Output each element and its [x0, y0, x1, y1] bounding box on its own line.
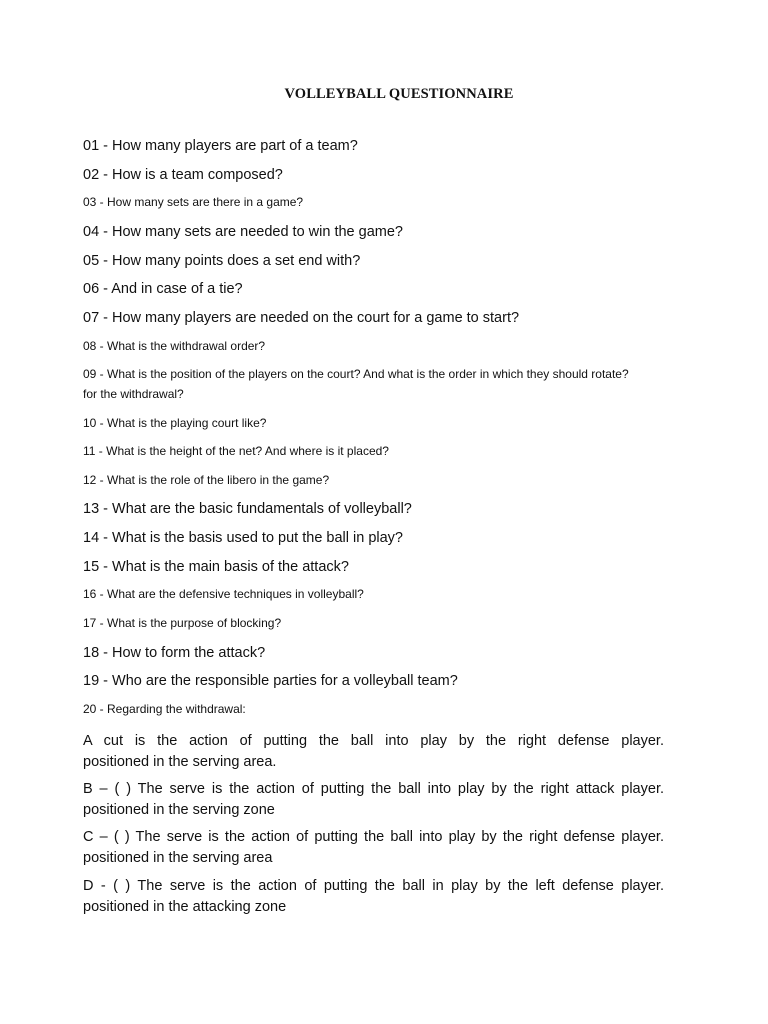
question-07: 07 - How many players are needed on the court for a game to start? [83, 310, 520, 326]
answer-option-c [83, 827, 664, 868]
question-15: 15 - What is the main basis of the attack? [83, 559, 349, 575]
answer-option-a [83, 731, 664, 772]
answer-option-a-line2: positioned in the serving area. [83, 753, 277, 770]
question-10: 10 - What is the playing court like? [83, 416, 267, 430]
question-06: 06 - And in case of a tie? [83, 281, 243, 297]
question-20: 20 - Regarding the withdrawal: [83, 702, 246, 716]
question-18: 18 - How to form the attack? [83, 645, 266, 661]
question-08: 08 - What is the withdrawal order? [83, 339, 266, 353]
question-01: 01 - How many players are part of a team? [83, 138, 358, 154]
question-16: 16 - What are the defensive techniques in volleyball? [83, 587, 364, 601]
answer-option-c-line1: C – ( ) The serve is the action of putting the ball into play by the right defense player. [83, 829, 664, 845]
answer-option-c-line2: positioned in the serving area [83, 849, 273, 866]
question-17: 17 - What is the purpose of blocking? [83, 616, 282, 630]
answer-option-d-line2: positioned in the attacking zone [83, 898, 287, 915]
question-04: 04 - How many sets are needed to win the game? [83, 224, 403, 240]
answer-option-a-line1: A cut is the action of putting the ball into play by the right defense player. [83, 733, 664, 749]
answer-option-b [83, 779, 664, 820]
answer-option-b-line1: B – ( ) The serve is the action of putting the ball into play by the right attack player. [83, 781, 664, 797]
question-14: 14 - What is the basis used to put the ball in play? [83, 530, 403, 546]
answer-option-b-line2: positioned in the serving zone [83, 801, 275, 818]
question-02: 02 - How is a team composed? [83, 167, 283, 183]
page-title: VOLLEYBALL QUESTIONNAIRE [284, 86, 514, 102]
question-12: 12 - What is the role of the libero in the game? [83, 473, 330, 487]
question-09: 09 - What is the position of the players on the court? And what is the order in which they should rotate? [83, 367, 629, 381]
question-11: 11 - What is the height of the net? And where is it placed? [83, 444, 389, 458]
question-05: 05 - How many points does a set end with? [83, 253, 361, 269]
question-03: 03 - How many sets are there in a game? [83, 195, 304, 209]
question-19: 19 - Who are the responsible parties for a volleyball team? [83, 673, 458, 689]
answer-option-d [83, 876, 664, 917]
question-13: 13 - What are the basic fundamentals of volleyball? [83, 501, 412, 517]
question-09-continuation: for the withdrawal? [83, 387, 184, 401]
answer-option-d-line1: D - ( ) The serve is the action of putting the ball in play by the left defense player. [83, 878, 664, 894]
